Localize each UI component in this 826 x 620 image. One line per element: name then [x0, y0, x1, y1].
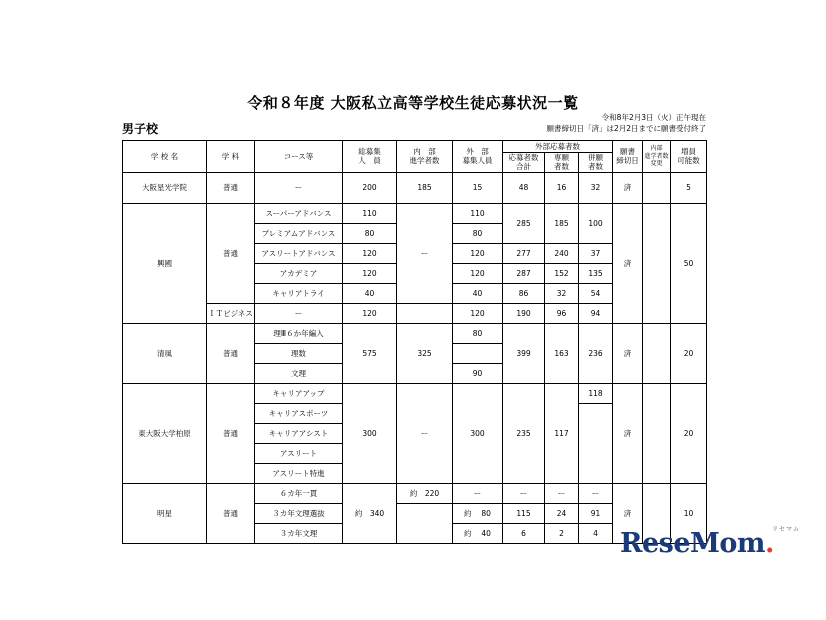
- cell-exclusive: 240: [545, 243, 579, 263]
- cell-concurrent: 32: [579, 172, 613, 203]
- cell-department: 普通: [207, 203, 255, 303]
- applications-table: [122, 140, 707, 544]
- cell-total-quota: 120: [343, 243, 397, 263]
- cell-course: ３カ年文理: [255, 523, 343, 543]
- cell-internal: [397, 303, 453, 323]
- table-row: [123, 172, 707, 203]
- cell-internal: 325: [397, 323, 453, 383]
- cell-internal: ー: [397, 203, 453, 303]
- header-deadline: 願書 締切日: [613, 141, 643, 173]
- cell-exclusive: 96: [545, 303, 579, 323]
- header-internal-change: 内部 進学者数 変更: [643, 141, 671, 173]
- cell-external-quota: ー: [453, 483, 503, 503]
- cell-concurrent: 94: [579, 303, 613, 323]
- as-of-date: 令和8年2月3日（火）正午現在: [601, 113, 706, 122]
- cell-internal-change: [643, 203, 671, 323]
- cell-concurrent: ー: [579, 483, 613, 503]
- cell-concurrent: 91: [579, 503, 613, 523]
- cell-applicants-total: ー: [503, 483, 545, 503]
- cell-course: ー: [255, 172, 343, 203]
- cell-exclusive: 185: [545, 203, 579, 243]
- page-title: 令和８年度 大阪私立高等学校生徒応募状況一覧: [247, 94, 579, 112]
- cell-exclusive: 16: [545, 172, 579, 203]
- cell-course: 理Ⅲ６か年編入: [255, 323, 343, 343]
- cell-department: 普通: [207, 323, 255, 383]
- cell-department: 普通: [207, 383, 255, 483]
- cell-course: ６カ年一貫: [255, 483, 343, 503]
- cell-applicants-total: 86: [503, 283, 545, 303]
- cell-course: アスリートアドバンス: [255, 243, 343, 263]
- cell-concurrent: 37: [579, 243, 613, 263]
- cell-exclusive: 117: [545, 383, 579, 483]
- cell-total-quota: 300: [343, 383, 397, 483]
- header-external-applicants-group: 外部応募者数: [503, 141, 613, 153]
- cell-concurrent: 236: [579, 323, 613, 383]
- header-internal: 内 部 進学者数: [397, 141, 453, 173]
- cell-total-quota: 200: [343, 172, 397, 203]
- cell-internal-change: [643, 172, 671, 203]
- cell-course: スーパーアドバンス: [255, 203, 343, 223]
- cell-total-quota: 575: [343, 323, 397, 383]
- cell-applicants-total: 190: [503, 303, 545, 323]
- cell-school-name: 明星: [123, 483, 207, 543]
- cell-deadline: 済: [613, 203, 643, 323]
- header-additional: 増員 可能数: [671, 141, 707, 173]
- cell-exclusive: 163: [545, 323, 579, 383]
- cell-total-quota: 約 340: [343, 483, 397, 543]
- cell-internal: 約 220: [397, 483, 453, 503]
- cell-additional: 10: [671, 483, 707, 543]
- cell-course: キャリアアシスト: [255, 423, 343, 443]
- cell-course: プレミアムアドバンス: [255, 223, 343, 243]
- cell-deadline: 済: [613, 172, 643, 203]
- cell-school-name: 大阪星光学院: [123, 172, 207, 203]
- cell-concurrent: 135: [579, 263, 613, 283]
- logo-text: ReseMom: [620, 528, 765, 559]
- cell-total-quota: 80: [343, 223, 397, 243]
- cell-concurrent: 4: [579, 523, 613, 543]
- header-total-quota: 総募集 人 員: [343, 141, 397, 173]
- cell-applicants-total: 235: [503, 383, 545, 483]
- cell-applicants-total: 48: [503, 172, 545, 203]
- cell-course: キャリアトライ: [255, 283, 343, 303]
- as-of-block: [546, 112, 706, 135]
- header-applicants-total: 応募者数 合計: [503, 153, 545, 173]
- table-row: [123, 203, 707, 223]
- cell-course: ー: [255, 303, 343, 323]
- resemom-logo: [620, 528, 774, 559]
- cell-concurrent: 54: [579, 283, 613, 303]
- cell-concurrent: 118: [579, 383, 613, 403]
- cell-external-quota: 120: [453, 243, 503, 263]
- logo-dot: .: [764, 528, 774, 559]
- cell-deadline: 済: [613, 383, 643, 483]
- cell-additional: 5: [671, 172, 707, 203]
- cell-external-quota: 110: [453, 203, 503, 223]
- cell-external-quota: 90: [453, 363, 503, 383]
- cell-course: アスリート特進: [255, 463, 343, 483]
- cell-internal-change: [643, 383, 671, 483]
- cell-external-quota: 約 80: [453, 503, 503, 523]
- cell-total-quota: 110: [343, 203, 397, 223]
- logo-subtext: リセマム: [772, 526, 800, 533]
- cell-school-name: 清風: [123, 323, 207, 383]
- cell-external-quota: 40: [453, 283, 503, 303]
- cell-applicants-total: 287: [503, 263, 545, 283]
- cell-deadline: 済: [613, 323, 643, 383]
- table-row: [123, 483, 707, 503]
- cell-course: キャリアアップ: [255, 383, 343, 403]
- cell-course: キャリアスポーツ: [255, 403, 343, 423]
- cell-applicants-total: 6: [503, 523, 545, 543]
- cell-exclusive: 32: [545, 283, 579, 303]
- cell-exclusive: 152: [545, 263, 579, 283]
- header-concurrent: 併願 者数: [579, 153, 613, 173]
- cell-course: アスリート: [255, 443, 343, 463]
- cell-applicants-total: 285: [503, 203, 545, 243]
- cell-external-quota: 15: [453, 172, 503, 203]
- cell-internal: [397, 503, 453, 543]
- table-header-row-1: [123, 141, 707, 153]
- cell-exclusive: 2: [545, 523, 579, 543]
- cell-internal-change: [643, 323, 671, 383]
- cell-course: 文理: [255, 363, 343, 383]
- cell-school-name: 興國: [123, 203, 207, 323]
- cell-applicants-total: 115: [503, 503, 545, 523]
- cell-total-quota: 120: [343, 303, 397, 323]
- cell-course: 理数: [255, 343, 343, 363]
- cell-total-quota: 40: [343, 283, 397, 303]
- cell-applicants-total: 277: [503, 243, 545, 263]
- cell-school-name: 東大阪大学柏原: [123, 383, 207, 483]
- cell-additional: 50: [671, 203, 707, 323]
- header-school: 学 校 名: [123, 141, 207, 173]
- table-row: [123, 323, 707, 343]
- cell-total-quota: 120: [343, 263, 397, 283]
- cell-department: ＩＴビジネス: [207, 303, 255, 323]
- cell-internal: 185: [397, 172, 453, 203]
- cell-exclusive: ー: [545, 483, 579, 503]
- header-department: 学 科: [207, 141, 255, 173]
- cell-course: アカデミア: [255, 263, 343, 283]
- cell-external-quota: 120: [453, 263, 503, 283]
- header-exclusive: 専願 者数: [545, 153, 579, 173]
- cell-external-quota: 80: [453, 323, 503, 343]
- cell-external-quota: [453, 343, 503, 363]
- cell-department: 普通: [207, 172, 255, 203]
- header-external-quota: 外 部 募集人員: [453, 141, 503, 173]
- cell-concurrent: 100: [579, 203, 613, 243]
- header-course: コース等: [255, 141, 343, 173]
- cell-additional: 20: [671, 323, 707, 383]
- cell-exclusive: 24: [545, 503, 579, 523]
- deadline-note: 願書締切日「済」は2月2日までに願書受付終了: [546, 124, 706, 134]
- cell-additional: 20: [671, 383, 707, 483]
- table-row: [123, 383, 707, 403]
- cell-applicants-total: 399: [503, 323, 545, 383]
- cell-deadline: 済: [613, 483, 643, 543]
- cell-concurrent: [579, 403, 613, 483]
- cell-external-quota: 80: [453, 223, 503, 243]
- cell-internal: ー: [397, 383, 453, 483]
- cell-external-quota: 120: [453, 303, 503, 323]
- cell-course: ３カ年文理選抜: [255, 503, 343, 523]
- school-type-label: 男子校: [122, 122, 159, 136]
- cell-department: 普通: [207, 483, 255, 543]
- cell-external-quota: 約 40: [453, 523, 503, 543]
- cell-external-quota: 300: [453, 383, 503, 483]
